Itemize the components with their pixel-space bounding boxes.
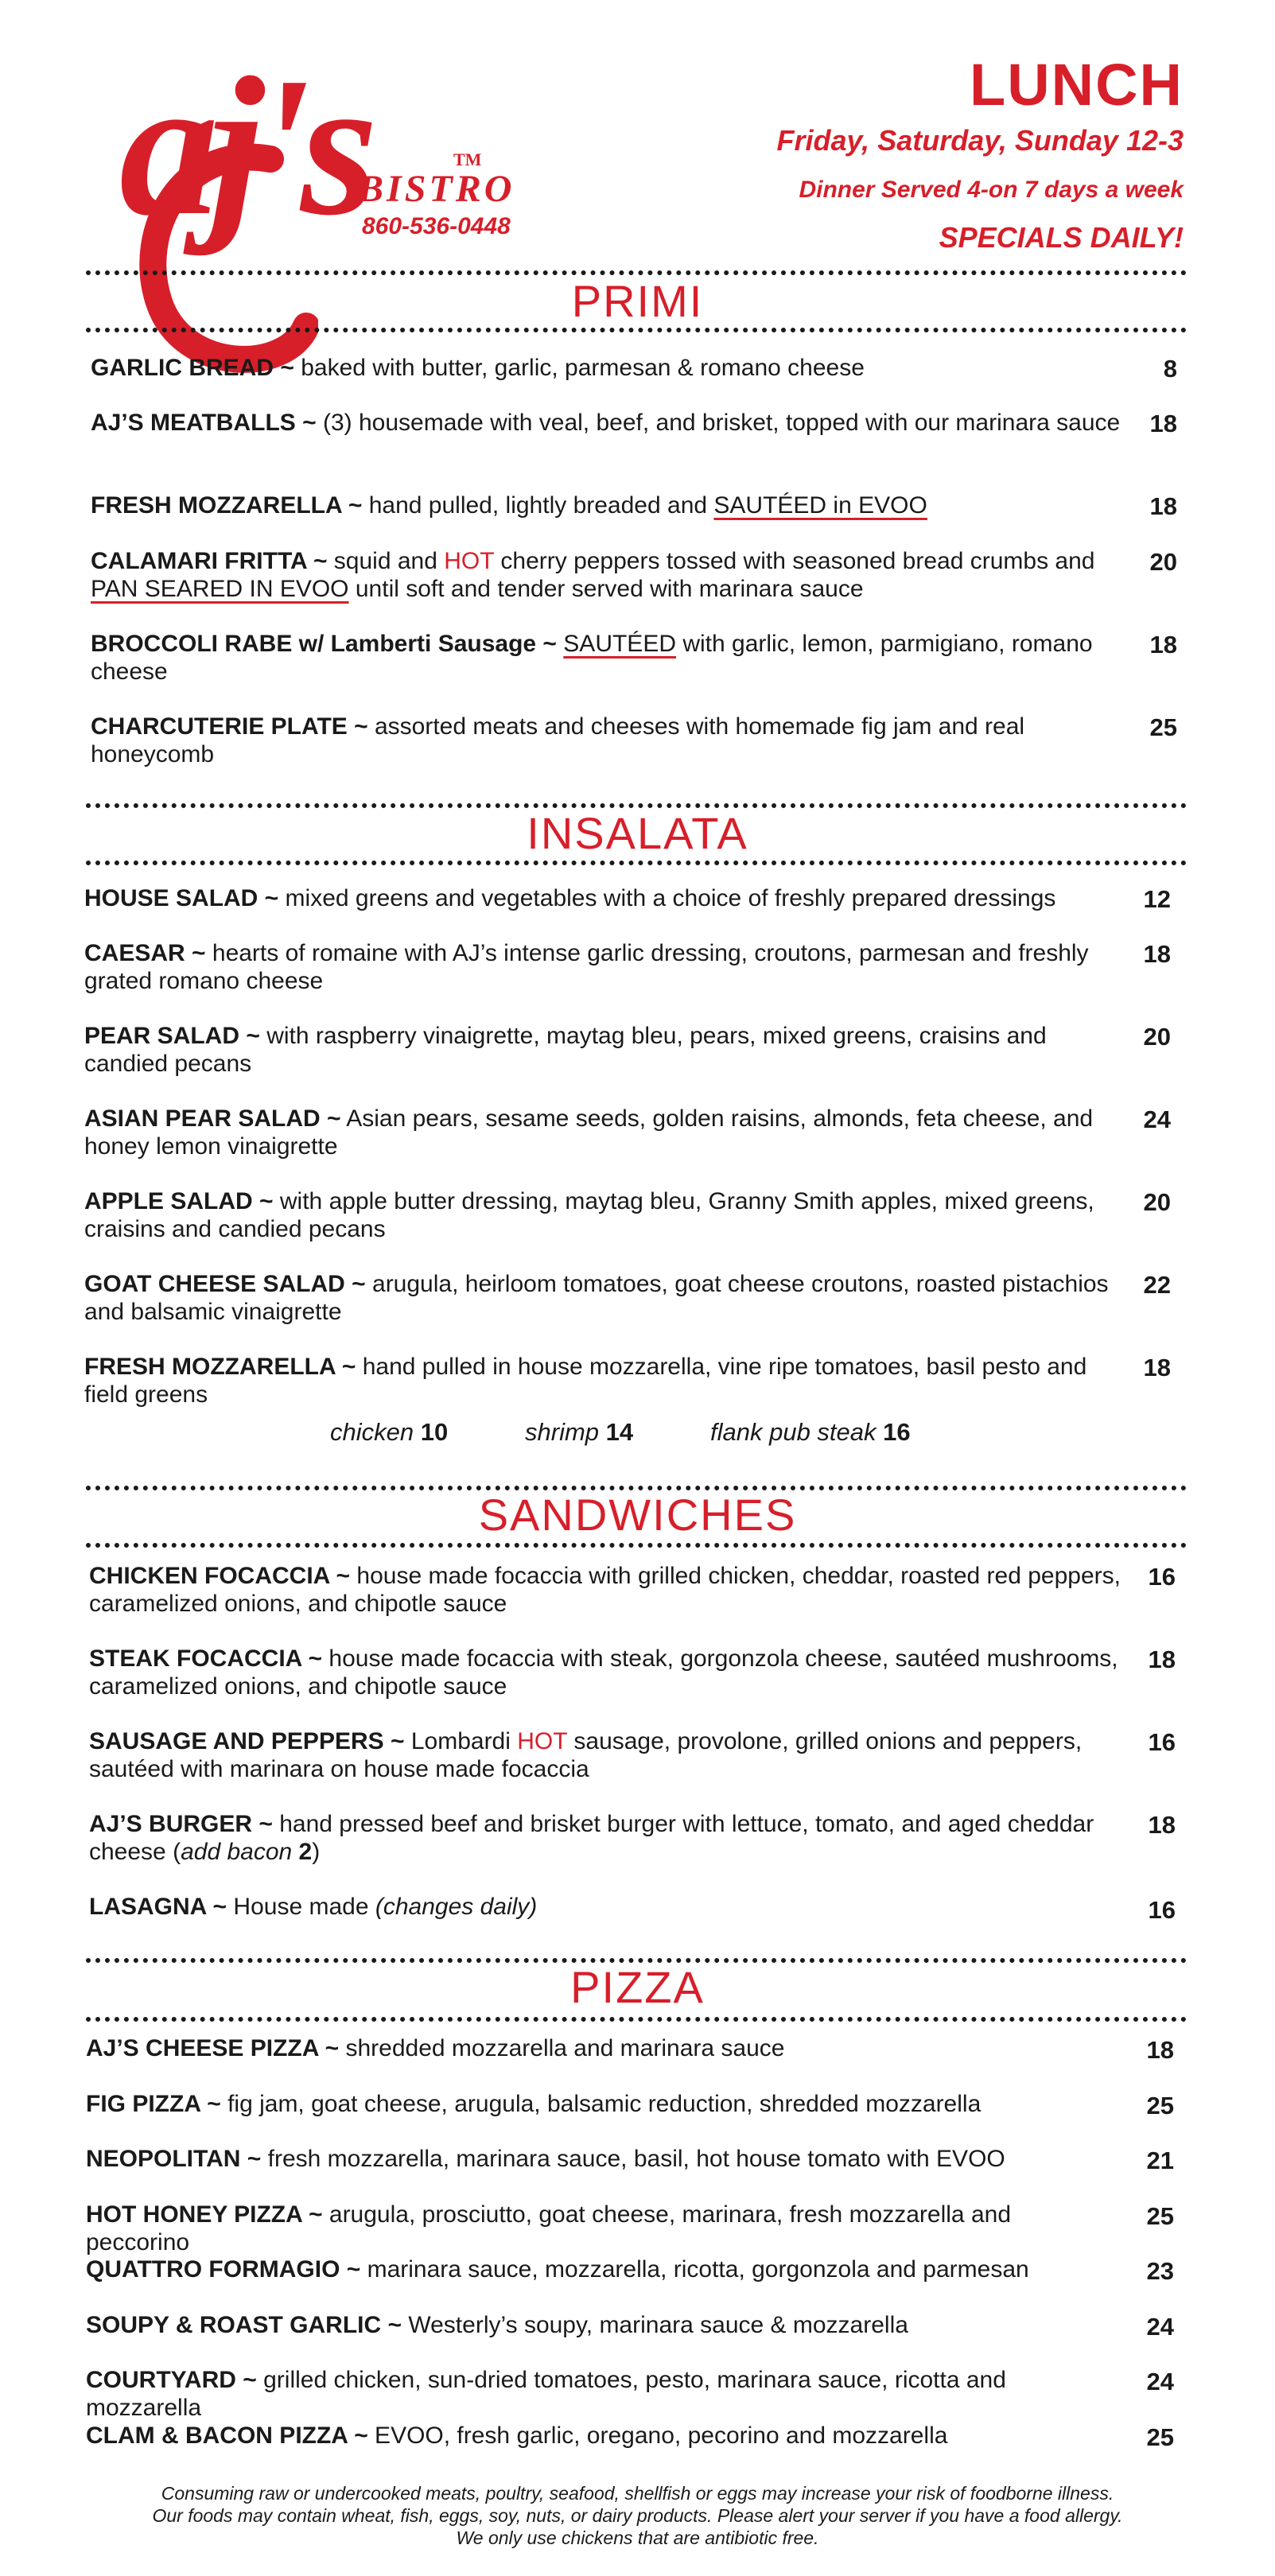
item-price: 25	[1146, 2202, 1174, 2230]
item-name: NEOPOLITAN ~	[86, 2146, 262, 2172]
item-name: AJ’S BURGER ~	[89, 1811, 273, 1837]
item-price: 16	[1148, 1728, 1176, 1756]
menu-item	[86, 2090, 1120, 2118]
item-name: FIG PIZZA ~	[86, 2091, 221, 2117]
menu-item	[84, 884, 1118, 912]
item-description: arugula, prosciutto, goat cheese, marinara, fresh mozzarella and peccorino	[86, 2201, 1012, 2255]
menu-item	[91, 630, 1125, 686]
item-description: assorted meats and cheeses with homemade fig jam and real honeycomb	[91, 713, 1025, 767]
item-description: shrimp	[525, 1418, 600, 1446]
item-description: hand pressed beef and brisket burger with lettuce, tomato, and aged cheddar cheese (	[89, 1811, 1094, 1865]
trademark-mark: TM	[453, 150, 482, 169]
item-name: AJ’S MEATBALLS ~	[91, 410, 317, 436]
item-price: 18	[1146, 2036, 1174, 2064]
item-description: squid and	[327, 548, 445, 574]
item-description: fig jam, goat cheese, arugula, balsamic reduction, shredded mozzarella	[220, 2091, 982, 2117]
dotted-divider	[86, 1543, 1187, 1548]
item-description: 2	[292, 1839, 313, 1865]
item-description: )	[312, 1839, 321, 1865]
menu-item	[89, 1562, 1123, 1618]
menu-item	[89, 1727, 1123, 1783]
item-price: 20	[1143, 1023, 1171, 1051]
dotted-divider	[86, 328, 1187, 332]
item-description: until soft and tender served with marinara sauce	[348, 576, 864, 602]
menu-item	[84, 1187, 1118, 1243]
item-description: sausage, provolone, grilled onions and peppers, sautéed with marinara on house made focaccia	[89, 1728, 1083, 1782]
addon-steak	[710, 1418, 911, 1447]
menu-item	[91, 547, 1125, 603]
item-description: Asian pears, sesame seeds, golden raisins, almonds, feta cheese, and honey lemon vinaigrette	[84, 1105, 1094, 1160]
item-price: 24	[1146, 2368, 1174, 2395]
item-description: arugula, heirloom tomatoes, goat cheese croutons, roasted pistachios and balsamic vinaigrette	[84, 1271, 1109, 1325]
section-title-sandwiches: SANDWICHES	[478, 1490, 797, 1540]
item-name: HOUSE SALAD ~	[84, 885, 279, 911]
item-name: FRESH MOZZARELLA ~	[84, 1354, 356, 1380]
item-name: PEAR SALAD ~	[84, 1023, 260, 1049]
item-price: 21	[1146, 2147, 1174, 2174]
menu-item	[86, 2311, 1120, 2339]
item-name: QUATTRO FORMAGIO ~	[86, 2256, 361, 2283]
item-description: baked with butter, garlic, parmesan & romano cheese	[293, 355, 865, 381]
item-description: 16	[883, 1418, 911, 1446]
menu-item	[86, 2366, 1120, 2422]
item-name: CHARCUTERIE PLATE ~	[91, 713, 368, 740]
item-description: 14	[605, 1418, 634, 1446]
menu-item	[86, 2422, 1120, 2450]
item-description: 10	[420, 1418, 449, 1446]
menu-title: LUNCH	[970, 52, 1184, 118]
item-name: CLAM & BACON PIZZA ~	[86, 2423, 368, 2449]
item-name: LASAGNA ~	[89, 1894, 227, 1920]
item-description: (3) housemade with veal, beef, and brisket, topped with our marinara sauce	[316, 410, 1121, 436]
disclaimer-line: Our foods may contain wheat, fish, eggs, soy, nuts, or dairy products. Please alert your server if you have a food allergy.	[152, 2505, 1123, 2526]
item-description: PAN SEARED IN EVOO	[91, 576, 349, 602]
dinner-hours: Dinner Served 4-on 7 days a week	[799, 177, 1184, 203]
item-price: 12	[1143, 885, 1171, 913]
item-price: 18	[1143, 1354, 1171, 1381]
dotted-divider	[86, 2017, 1187, 2022]
item-description: house made focaccia with grilled chicken, cheddar, roasted red peppers, caramelized onions, and chipotle sauce	[89, 1563, 1121, 1617]
item-price: 20	[1149, 548, 1177, 576]
item-description: house made focaccia with steak, gorgonzola cheese, sautéed mushrooms, caramelized onions, and chipotle sauce	[89, 1645, 1118, 1700]
lunch-days: Friday, Saturday, Sunday 12-3	[776, 124, 1184, 157]
addon-shrimp	[525, 1418, 633, 1447]
item-description: HOT	[444, 548, 495, 574]
menu-item	[84, 1105, 1118, 1160]
disclaimer-line: We only use chickens that are antibiotic free.	[456, 2527, 819, 2548]
item-description: Westerly’s soupy, marinara sauce & mozzarella	[402, 2312, 908, 2338]
item-description: fresh mozzarella, marinara sauce, basil, hot house tomato with EVOO	[261, 2146, 1005, 2172]
menu-item	[86, 2034, 1120, 2062]
item-price: 8	[1163, 355, 1177, 383]
menu-item	[89, 1893, 1123, 1921]
menu-header	[0, 0, 1275, 262]
item-price: 20	[1143, 1188, 1171, 1216]
item-description: hand pulled in house mozzarella, vine ripe tomatoes, basil pesto and field greens	[84, 1354, 1087, 1408]
ajs-logo	[119, 37, 549, 286]
item-price: 18	[1148, 1811, 1176, 1839]
logo-bistro: BISTRO	[358, 168, 515, 210]
item-price: 25	[1149, 713, 1177, 741]
menu-item	[91, 713, 1125, 768]
item-price: 18	[1149, 631, 1177, 659]
menu-item	[86, 2255, 1120, 2283]
item-name: CALAMARI FRITTA ~	[91, 548, 328, 574]
menu-item	[91, 491, 1125, 519]
logo-wordmark: aj's	[119, 37, 369, 257]
menu-item	[84, 939, 1118, 995]
item-price: 18	[1149, 410, 1177, 437]
item-description: (changes daily)	[375, 1894, 538, 1920]
menu-item	[89, 1810, 1123, 1866]
item-name: SOUPY & ROAST GARLIC ~	[86, 2312, 402, 2338]
item-description: SAUTÉED in EVOO	[713, 492, 927, 519]
item-name: CAESAR ~	[84, 940, 206, 966]
item-description: hand pulled, lightly breaded and	[362, 492, 714, 519]
item-description: marinara sauce, mozzarella, ricotta, gorgonzola and parmesan	[360, 2256, 1029, 2283]
item-price: 18	[1148, 1645, 1176, 1673]
menu-item	[89, 1645, 1123, 1700]
item-description: grilled chicken, sun-dried tomatoes, pesto, marinara sauce, ricotta and mozzarella	[86, 2367, 1006, 2421]
item-description: EVOO, fresh garlic, oregano, pecorino and mozzarella	[367, 2423, 948, 2449]
item-name: FRESH MOZZARELLA ~	[91, 492, 363, 519]
item-price: 24	[1143, 1105, 1171, 1133]
item-description: House made	[227, 1894, 375, 1920]
item-price: 18	[1143, 940, 1171, 968]
item-price: 23	[1146, 2257, 1174, 2285]
item-description: mixed greens and vegetables with a choice of freshly prepared dressings	[278, 885, 1056, 911]
hours-block	[776, 52, 1184, 254]
item-price: 25	[1146, 2423, 1174, 2451]
item-price: 18	[1149, 492, 1177, 520]
section-title-insalata: INSALATA	[527, 808, 748, 858]
item-description: Lombardi	[404, 1728, 518, 1754]
item-description: flank pub steak	[710, 1418, 877, 1446]
item-description: add bacon	[181, 1839, 293, 1865]
disclaimer-line: Consuming raw or undercooked meats, poultry, seafood, shellfish or eggs may increase your risk of foodborne illness.	[161, 2483, 1114, 2504]
item-name: COURTYARD ~	[86, 2367, 257, 2393]
item-name: BROCCOLI RABE w/ Lamberti Sausage ~	[91, 631, 557, 657]
specials-note: SPECIALS DAILY!	[939, 221, 1184, 254]
item-description: hearts of romaine with AJ’s intense garlic dressing, croutons, parmesan and freshly grated romano cheese	[84, 940, 1089, 994]
menu-item	[84, 1270, 1118, 1326]
item-name: HOT HONEY PIZZA ~	[86, 2201, 323, 2228]
item-description: cherry peppers tossed with seasoned bread crumbs and	[494, 548, 1095, 574]
item-description: with garlic, lemon, parmigiano, romano cheese	[91, 631, 1093, 685]
menu-item	[86, 2201, 1120, 2256]
item-price: 16	[1148, 1563, 1176, 1591]
addon-chicken	[330, 1418, 448, 1447]
section-title-primi: PRIMI	[571, 276, 704, 326]
menu-item	[84, 1022, 1118, 1078]
item-description: HOT	[517, 1728, 568, 1754]
item-price: 25	[1146, 2092, 1174, 2119]
item-name: APPLE SALAD ~	[84, 1188, 274, 1214]
item-name: GARLIC BREAD ~	[91, 355, 294, 381]
menu-item	[91, 354, 1125, 382]
item-description: with raspberry vinaigrette, maytag bleu, pears, mixed greens, craisins and candied pecans	[84, 1023, 1047, 1077]
item-description: shredded mozzarella and marinara sauce	[339, 2035, 785, 2061]
menu-item	[84, 1353, 1118, 1408]
item-name: GOAT CHEESE SALAD ~	[84, 1271, 366, 1297]
allergy-disclaimer	[0, 2482, 1275, 2549]
item-name: CHICKEN FOCACCIA ~	[89, 1563, 351, 1589]
menu-item	[91, 409, 1125, 437]
item-price: 16	[1148, 1896, 1176, 1924]
item-description: chicken	[330, 1418, 414, 1446]
phone-number[interactable]: 860-536-0448	[362, 213, 511, 239]
item-price: 22	[1143, 1271, 1171, 1299]
menu-item	[86, 2145, 1120, 2173]
section-title-pizza: PIZZA	[570, 1962, 705, 2012]
item-price: 24	[1146, 2313, 1174, 2341]
item-name: STEAK FOCACCIA ~	[89, 1645, 323, 1672]
item-name: SAUSAGE AND PEPPERS ~	[89, 1728, 405, 1754]
dotted-divider	[86, 861, 1187, 865]
item-description: SAUTÉED	[563, 631, 676, 657]
item-name: AJ’S CHEESE PIZZA ~	[86, 2035, 340, 2061]
item-name: ASIAN PEAR SALAD ~	[84, 1105, 341, 1132]
item-description: with apple butter dressing, maytag bleu, Granny Smith apples, mixed greens, craisins and candied pecans	[84, 1188, 1094, 1242]
